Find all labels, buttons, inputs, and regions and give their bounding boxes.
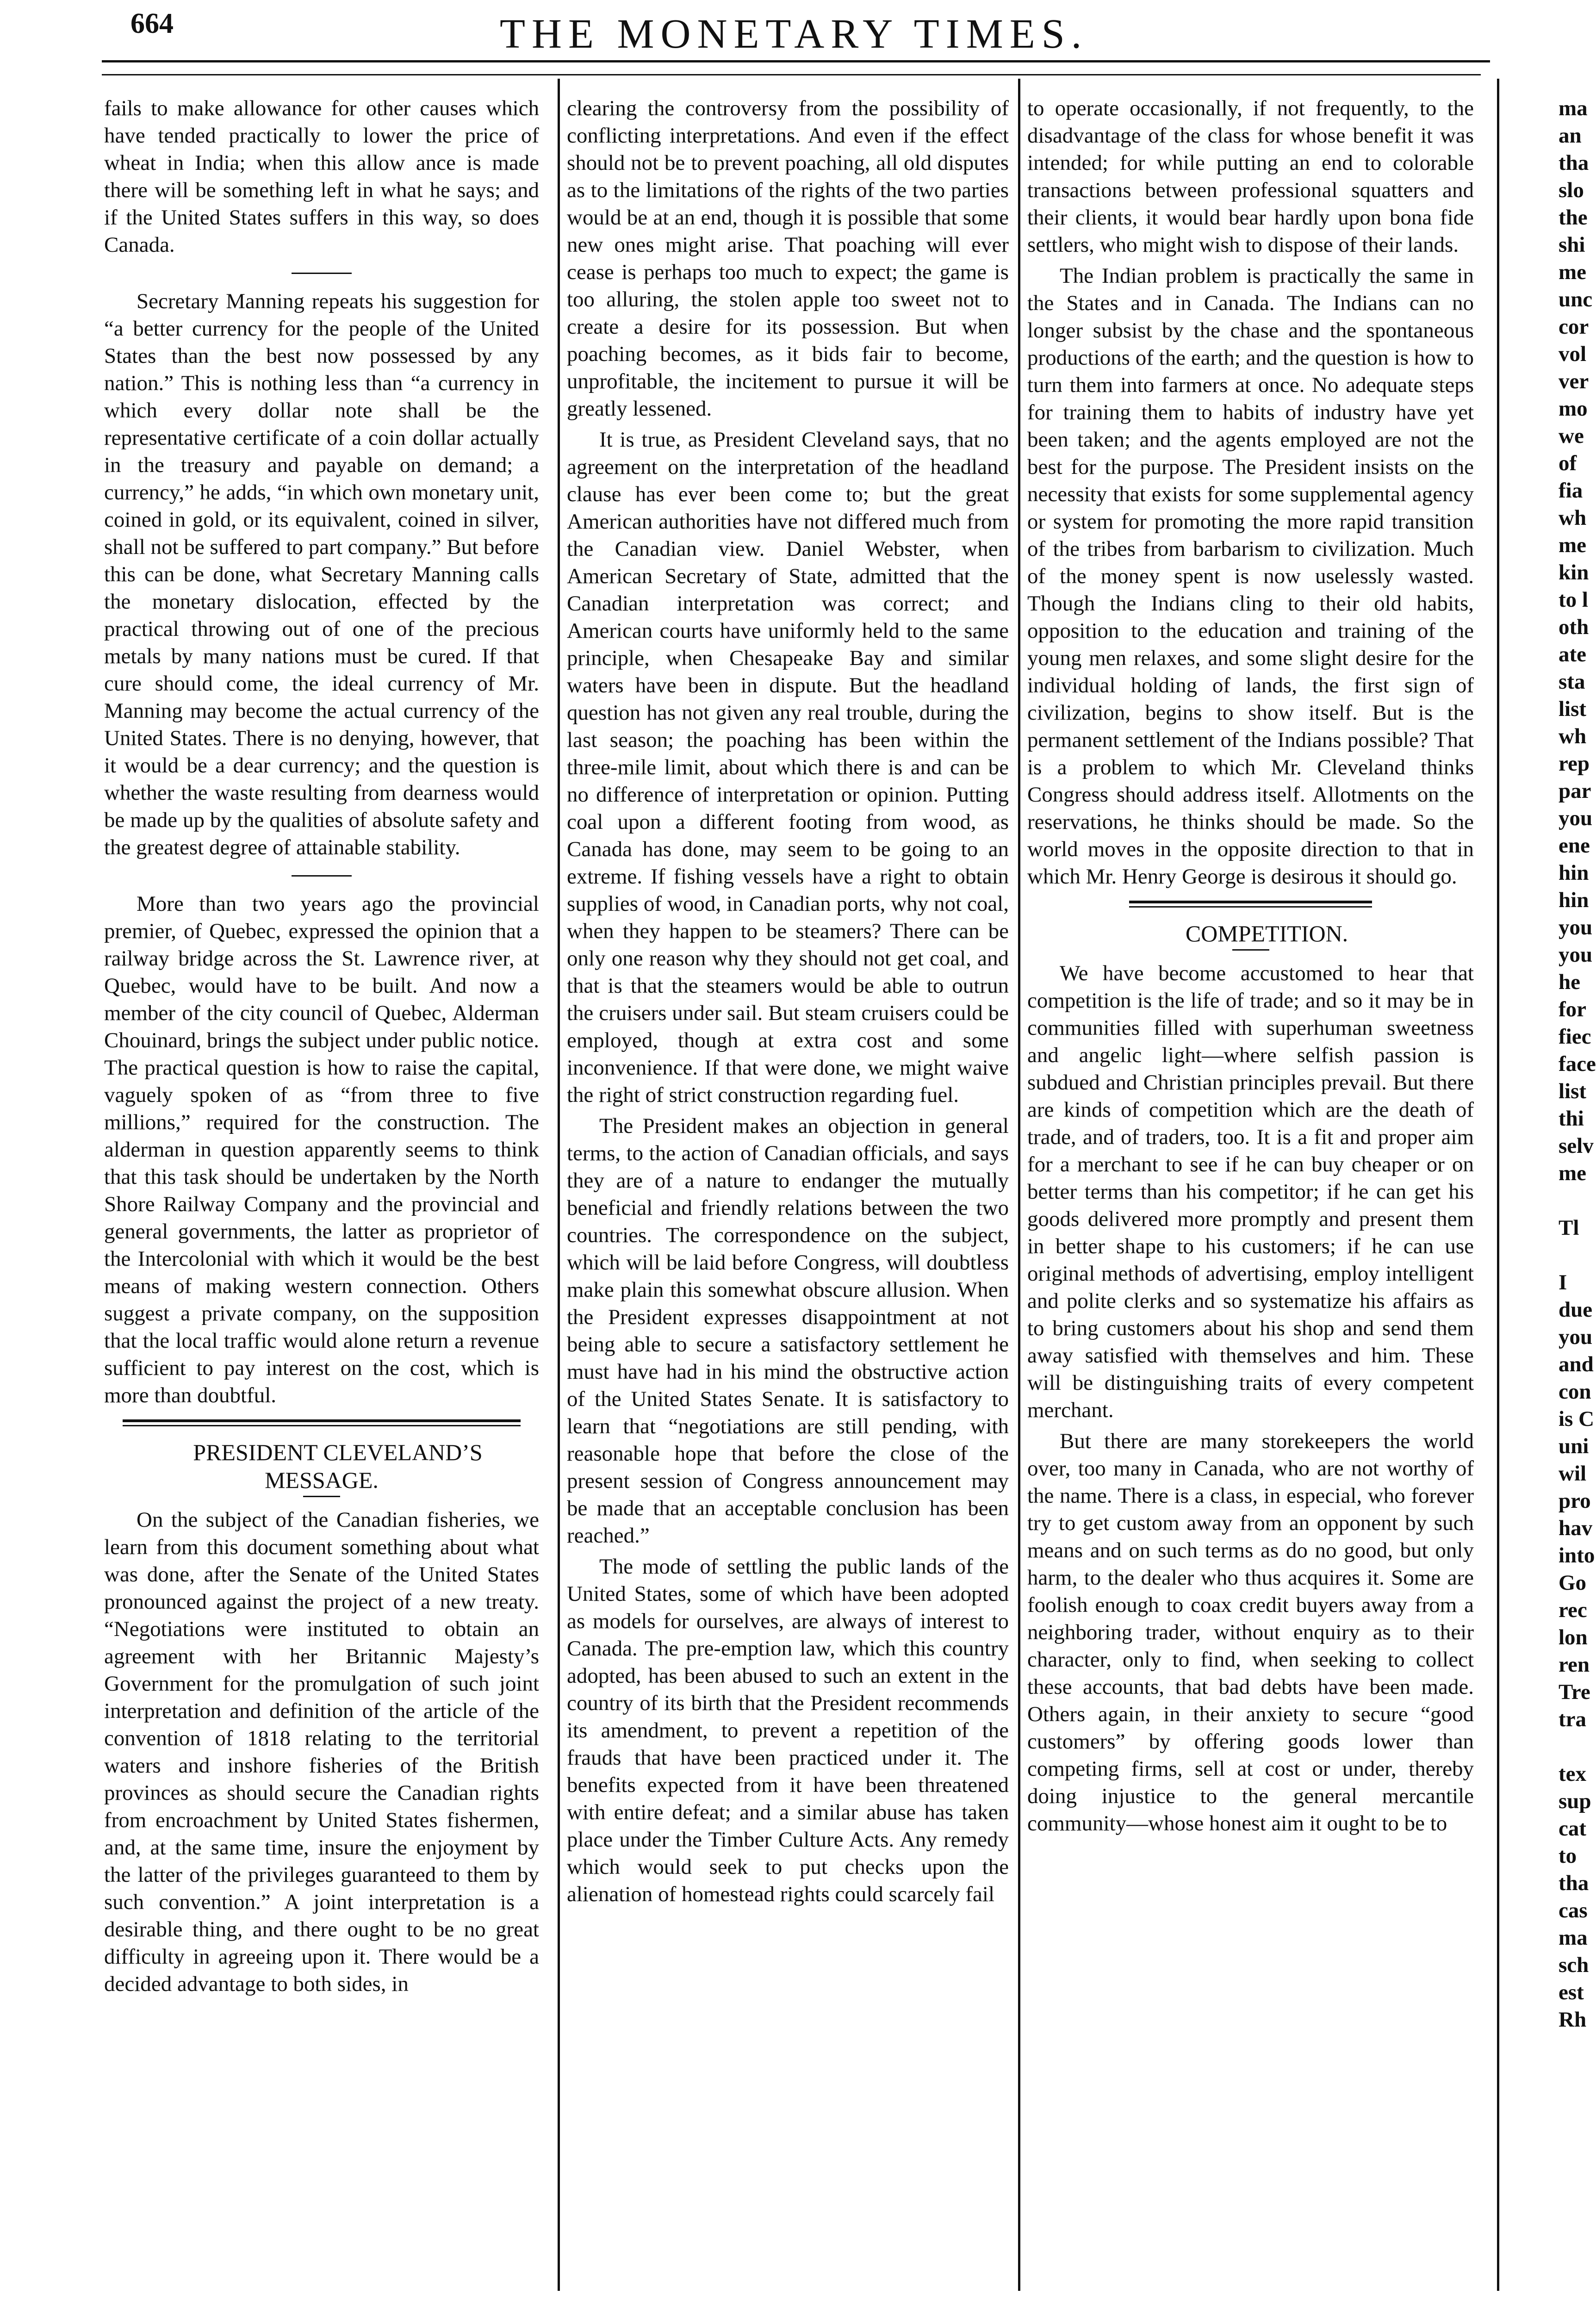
edge-fragment-line: ate xyxy=(1559,642,1587,666)
heading-separator xyxy=(303,1496,340,1497)
edge-fragment-line: lon xyxy=(1559,1625,1588,1649)
edge-fragment-line: est xyxy=(1559,1980,1584,2004)
edge-fragment-line: me xyxy=(1559,1161,1587,1185)
paragraph: clearing the controversy from the possibility of conflicting interpretations. And even if the effect should not be to prevent poaching, all old disputes as to the limitations of the rights of the two parties would be at an end, though it is possible that some new ones might arise. That poaching will ever cease is perhaps too much to expect; the game is too alluring, the stolen apple too sweet not to create a desire for its possession. But when poaching becomes, as it bids fair to become, unprofitable, the incitement to pursue it will be greatly lessened. xyxy=(567,96,1009,421)
paragraph: But there are many storekeepers the world over, too many in Canada, who are not worthy of the name. There is a class, in especial, who forever try to get custom away from an opponent by such means and on such terms as do no good, but only harm, to the dealer who thus acquires it. Some are foolish enough to coax credit buyers away from a neighboring trader, without enquiry as to their character, only to find, when seeking to collect these accounts, that bad debts have been made. Others again, in their anxiety to secure “good customers” by offering goods lower than competing firms, sell at cost or under, thereby doing injustice to the general mercantile community—whose honest aim it ought to be to xyxy=(1027,1429,1474,1835)
paragraph: On the subject of the Canadian fisheries, we learn from this document something about what was done, after the Senate of the United States pronounced against the project of a new treaty. “Negotiations were instituted to obtain an agreement with her Britannic Majesty’s Government for the promulgation of such joint interpretation and definition of the article of the convention of 1818 relating to the territorial waters and inshore fisheries of the British provinces as should secure the Canadian rights from encroachment by United States fishermen, and, at the same time, insure the enjoyment by the latter of the privileges guaranteed to them by such convention.” A joint interpretation is a desirable thing, and there ought to be no great difficulty in agreeing upon it. There would be a decided advantage to both sides, in xyxy=(104,1508,539,1996)
edge-fragment-line: wh xyxy=(1559,724,1587,748)
edge-fragment-line: ma xyxy=(1559,96,1588,120)
edge-fragment-line: due xyxy=(1559,1298,1593,1322)
edge-fragment-line: pro xyxy=(1559,1489,1591,1513)
edge-fragment-line: Go xyxy=(1559,1571,1587,1595)
article-rule xyxy=(104,1419,539,1426)
next-column-fragment xyxy=(1559,95,1596,2034)
edge-fragment-line: you xyxy=(1559,943,1593,967)
header-rule xyxy=(102,60,1490,62)
article-heading: COMPETITION. xyxy=(1185,921,1348,946)
edge-fragment-line: for xyxy=(1559,997,1587,1021)
edge-fragment-line: and xyxy=(1559,1352,1594,1376)
paragraph: to operate occasionally, if not frequently, to the disadvantage of the class for whose benefit it was intended; for while putting an end to colorable transactions between professional squatters and their clients, it would bear hardly upon bona fide settlers, who might wish to dispose of their lands. xyxy=(1027,96,1474,257)
column-2 xyxy=(567,95,1009,1908)
paragraph: It is true, as President Cleveland says, that no agreement on the interpretation of the headland clause has ever been come to; but the great American authorities have not differed much from the Canadian view. Daniel Webster, when American Secretary of State, admitted that the Canadian interpretation was correct; and American courts have uniformly held to the same principle, when Chesapeake Bay and similar waters have been in dispute. But the headland question has not given any real trouble, during the last season; the poaching has been within the three-mile limit, about which there is and can be no difference of interpretation or opinion. Putting coal upon a different footing from wood, as Canada has done, may seem to be going to an extreme. If fishing vessels have a right to obtain supplies of wood, in Canadian ports, why not coal, when they happen to be steamers? There can be only one reason why they should not get coal, and that is that the steamers would be able to outrun the cruisers under sail. But steam cruisers could be employed, though at extra cost and some inconvenience. If that were done, we might waive the right of strict construction regarding fuel. xyxy=(567,428,1009,1107)
edge-fragment-line: tha xyxy=(1559,151,1589,175)
section-separator xyxy=(292,273,352,274)
paragraph: Secretary Manning repeats his suggestion for “a better currency for the people of the United States than the best now possessed by any nation.” This is nothing less than “a currency in which every dollar note shall be the representative certificate of a coin dollar actually in the treasury and payable on demand; a currency,” he adds, “in which own monetary unit, coined in gold, or its equivalent, coined in silver, shall not be suffered to part company.” But before this can be done, what Secretary Manning calls the monetary dislocation, effected by the practical throwing out of one of the precious metals by many nations must be cured. If that cure should come, the ideal currency of Mr. Manning may become the actual currency of the United States. There is no denying, however, that it would be a dear currency; and the question is whether the waste resulting from dearness would be made up by the qualities of absolute safety and the greatest degree of attainable stability. xyxy=(104,289,539,859)
edge-fragment-line: face xyxy=(1559,1052,1596,1076)
edge-fragment-line: fiec xyxy=(1559,1025,1591,1049)
edge-fragment-line: we xyxy=(1559,424,1584,448)
header-rule-secondary xyxy=(102,74,1481,75)
edge-fragment-line: kin xyxy=(1559,560,1589,585)
edge-fragment-line: ren xyxy=(1559,1653,1590,1677)
edge-fragment-line: wh xyxy=(1559,506,1587,530)
paragraph: The mode of settling the public lands of the United States, some of which have been adopted as models for ourselves, are always of interest to Canada. The pre-emption law, which this country adopted, has been abused to such an extent in the country of its birth that the President recommends its amendment, to prevent a repetition of the frauds that have been practiced under it. The benefits expected from it have been threatened with entire defeat; and a similar abuse has taken place under the Timber Culture Acts. Any remedy which would seek to put checks upon the alienation of homestead rights could scarcely fail xyxy=(567,1555,1009,1906)
paragraph: fails to make allowance for other causes which have tended practically to lower the price of wheat in India; when this allow ance is made there will be something left in what he says; and if the United States suffers in this way, so does Canada. xyxy=(104,96,539,257)
edge-fragment-line: wil xyxy=(1559,1462,1587,1486)
paragraph: More than two years ago the provincial premier, of Quebec, expressed the opinion that a railway bridge across the St. Lawrence river, at Quebec, would have to be built. And now a member of the city council of Quebec, Alderman Chouinard, brings the subject under public notice. The practical question is how to raise the capital, vaguely spoken of as “from three to five millions,” required for the construction. The alderman in question apparently seems to think that this task should be undertaken by the North Shore Railway Company and the provincial and general governments, the latter as proprietor of the Intercolonial with which it would be the best means of making western connection. Others suggest a private company, on the supposition that the local traffic would alone return a revenue sufficient to pay interest on the cost, which is more than doubtful. xyxy=(104,892,539,1407)
edge-fragment-line: I xyxy=(1559,1270,1567,1294)
paragraph: The President makes an objection in general terms, to the action of Canadian officials, and says they are of a nature to endanger the mutually beneficial and friendly relations between the two countries. The correspondence on the subject, which will be laid before Congress, will doubtless make plain this somewhat obscure allusion. When the President expresses disappointment at not being able to secure a satisfactory settlement he must have had in his mind the obstructive action of the United States Senate. It is satisfactory to learn that “negotiations are still pending, with reasonable hope that before the close of the present session of Congress announcement may be made that an acceptable conclusion has been reached.” xyxy=(567,1114,1009,1548)
edge-fragment-line: is C xyxy=(1559,1407,1595,1431)
edge-fragment-line: an xyxy=(1559,124,1582,148)
edge-fragment-line xyxy=(1559,1187,1586,1214)
masthead-title: THE MONETARY TIMES. xyxy=(500,11,1088,57)
edge-fragment-line: he xyxy=(1559,970,1580,994)
edge-fragment-line: vol xyxy=(1559,342,1587,366)
edge-fragment-line: slo xyxy=(1559,178,1584,202)
page-header xyxy=(0,0,1586,81)
edge-fragment-line: ma xyxy=(1559,1926,1588,1950)
article-rule xyxy=(1111,901,1391,908)
edge-fragment-line xyxy=(1559,1242,1586,1269)
edge-fragment-line: oth xyxy=(1559,615,1589,639)
edge-fragment-line: uni xyxy=(1559,1434,1589,1458)
edge-fragment-line: par xyxy=(1559,779,1591,803)
edge-fragment-line: hav xyxy=(1559,1516,1593,1540)
edge-fragment-line: Tre xyxy=(1559,1680,1590,1704)
edge-fragment-line: you xyxy=(1559,806,1593,830)
edge-fragment-line: tex xyxy=(1559,1762,1587,1786)
column-divider xyxy=(1018,79,1020,2291)
edge-fragment-line: me xyxy=(1559,260,1587,284)
edge-fragment-line: unc xyxy=(1559,287,1593,311)
edge-fragment-line: Tl xyxy=(1559,1216,1579,1240)
edge-fragment-line: rec xyxy=(1559,1598,1587,1622)
edge-fragment-line: me xyxy=(1559,533,1587,557)
edge-fragment-line: you xyxy=(1559,915,1593,939)
edge-fragment-line: list xyxy=(1559,697,1587,721)
edge-fragment-line: ene xyxy=(1559,834,1590,858)
edge-fragment-line: ver xyxy=(1559,369,1589,393)
column-3 xyxy=(1027,95,1474,1837)
heading-separator xyxy=(1232,949,1269,951)
edge-fragment-line: you xyxy=(1559,1325,1593,1349)
page-number: 664 xyxy=(130,8,174,39)
column-divider xyxy=(1497,79,1499,2291)
edge-fragment-line: sta xyxy=(1559,670,1585,694)
edge-fragment-line: the xyxy=(1559,205,1588,230)
edge-fragment-line: mo xyxy=(1559,397,1588,421)
edge-fragment-line: to l xyxy=(1559,588,1588,612)
edge-fragment-line: hin xyxy=(1559,888,1589,912)
edge-fragment-line: to xyxy=(1559,1844,1577,1868)
edge-fragment-line: con xyxy=(1559,1380,1591,1404)
edge-fragment-line: sup xyxy=(1559,1789,1591,1813)
edge-fragment-line: rep xyxy=(1559,752,1590,776)
edge-fragment-line: fia xyxy=(1559,479,1583,503)
paragraph: We have become accustomed to hear that competition is the life of trade; and so it may be in communities filled with superhuman sweetness and angelic light—where selfish passion is subdued and Christian principles prevail. But there are kinds of competition which are the death of trade, and of traders, too. It is a fit and proper aim for a merchant to see if he can buy cheaper or on better terms than his competitor; if he can get his goods delivered more promptly and present them in better shape to his customers; if he can use original methods of advertising, employ intelligent and polite clerks and so systematize his affairs as to bring customers about his shop and send them away satisfied with themselves and him. These will be distinguishing traits of every competent merchant. xyxy=(1027,961,1474,1422)
edge-fragment-line: selv xyxy=(1559,1134,1594,1158)
column-1 xyxy=(104,95,539,1998)
column-divider xyxy=(558,79,560,2291)
section-separator xyxy=(292,875,352,877)
edge-fragment-line: sch xyxy=(1559,1953,1589,1977)
edge-fragment-line: of xyxy=(1559,451,1577,475)
edge-fragment-line xyxy=(1559,1733,1586,1760)
article-heading: PRESIDENT CLEVELAND’S MESSAGE. xyxy=(193,1439,483,1493)
edge-fragment-line: tha xyxy=(1559,1871,1589,1895)
edge-fragment-line: tra xyxy=(1559,1707,1587,1731)
edge-fragment-line: cat xyxy=(1559,1816,1587,1841)
edge-fragment-line: thi xyxy=(1559,1107,1584,1131)
edge-fragment-line: hin xyxy=(1559,861,1589,885)
edge-fragment-line: cor xyxy=(1559,315,1589,339)
edge-fragment-line: Rh xyxy=(1559,2008,1587,2032)
edge-fragment-line: cas xyxy=(1559,1898,1588,1922)
edge-fragment-line: list xyxy=(1559,1079,1587,1103)
paragraph: The Indian problem is practically the same in the States and in Canada. The Indians can no longer subsist by the chase and the spontaneous productions of the earth; and the question is how to turn them into farmers at once. No adequate steps for training them to habits of industry have yet been taken; and the agents employed are not the best for the purpose. The President insists on the necessity that exists for some supplemental agency or system for promoting the more rapid transition of the tribes from barbarism to civilization. Much of the money spent is now uselessly wasted. Though the Indians cling to their old habits, opposition to the education and training of the young men relaxes, and some slight desire for the individual holding of lands, the first sign of civilization, begins to show itself. But is the permanent settlement of the Indians possible? That is a problem to which Mr. Cleveland thinks Congress should address itself. Allotments on the reservations, he thinks should be made. So the world moves in the opposite direction to that in which Mr. Henry George is desirous it should go. xyxy=(1027,264,1474,889)
edge-fragment-line: shi xyxy=(1559,233,1585,257)
edge-fragment-line: into xyxy=(1559,1543,1595,1568)
